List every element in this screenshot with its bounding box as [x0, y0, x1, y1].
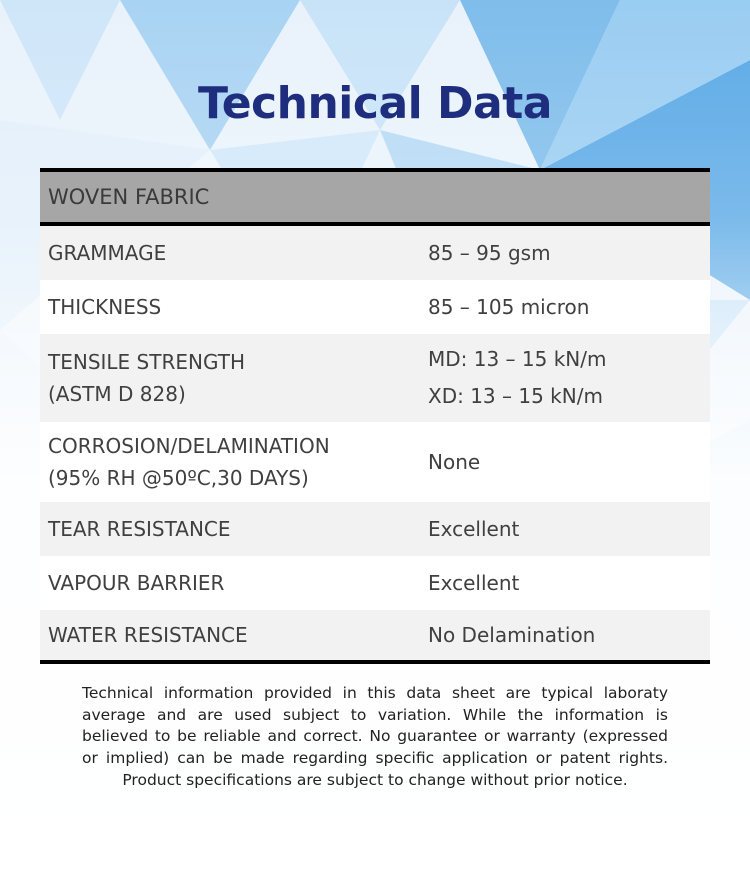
property-value: [428, 502, 710, 556]
table-row: [40, 334, 710, 422]
table-row: [40, 280, 710, 334]
property-label: [40, 502, 428, 556]
property-value: [428, 610, 710, 660]
property-label-line: WATER RESISTANCE: [48, 623, 248, 647]
property-label-line: THICKNESS: [48, 295, 162, 319]
property-label-line: (95% RH @50ºC,30 DAYS): [48, 466, 309, 490]
property-value-line: MD: 13 – 15 kN/m: [428, 347, 607, 371]
property-label-line: TEAR RESISTANCE: [48, 517, 231, 541]
table-row: [40, 502, 710, 556]
property-label-line: VAPOUR BARRIER: [48, 571, 225, 595]
table-header: WOVEN FABRIC: [40, 172, 710, 222]
property-label-line: (ASTM D 828): [48, 382, 186, 406]
technical-data-table: [40, 168, 710, 664]
property-value-line: XD: 13 – 15 kN/m: [428, 384, 603, 408]
property-value: [428, 334, 710, 422]
table-row: [40, 556, 710, 610]
disclaimer-text: Technical information provided in this data sheet are typical laboraty average and are used subject to variation. While the information is believed to be reliable and correct. No guarantee or warranty (expressed or implied) can be made regarding specific application or patent rights. Product specifications are subject to change without prior notice.: [82, 684, 668, 789]
property-label: [40, 556, 428, 610]
property-label-line: TENSILE STRENGTH: [48, 350, 245, 374]
property-value: [428, 280, 710, 334]
property-label: [40, 226, 428, 280]
property-value-line: No Delamination: [428, 622, 596, 647]
property-value-line: Excellent: [428, 570, 520, 595]
property-label-line: CORROSION/DELAMINATION: [48, 434, 330, 458]
property-value-line: Excellent: [428, 516, 520, 541]
property-label: [40, 280, 428, 334]
table-row: [40, 610, 710, 660]
page-title: Technical Data: [198, 78, 552, 129]
property-value: [428, 422, 710, 502]
table-bottom-rule: [40, 660, 710, 664]
property-value: [428, 226, 710, 280]
property-value: [428, 556, 710, 610]
table-body: [40, 226, 710, 660]
property-value-line: 85 – 95 gsm: [428, 240, 551, 265]
property-label: [40, 422, 428, 502]
property-label-line: GRAMMAGE: [48, 241, 167, 265]
property-label: [40, 610, 428, 660]
property-value-line: None: [428, 449, 481, 474]
table-row: [40, 226, 710, 280]
property-value-line: 85 – 105 micron: [428, 294, 590, 319]
property-label: [40, 334, 428, 422]
table-row: [40, 422, 710, 502]
